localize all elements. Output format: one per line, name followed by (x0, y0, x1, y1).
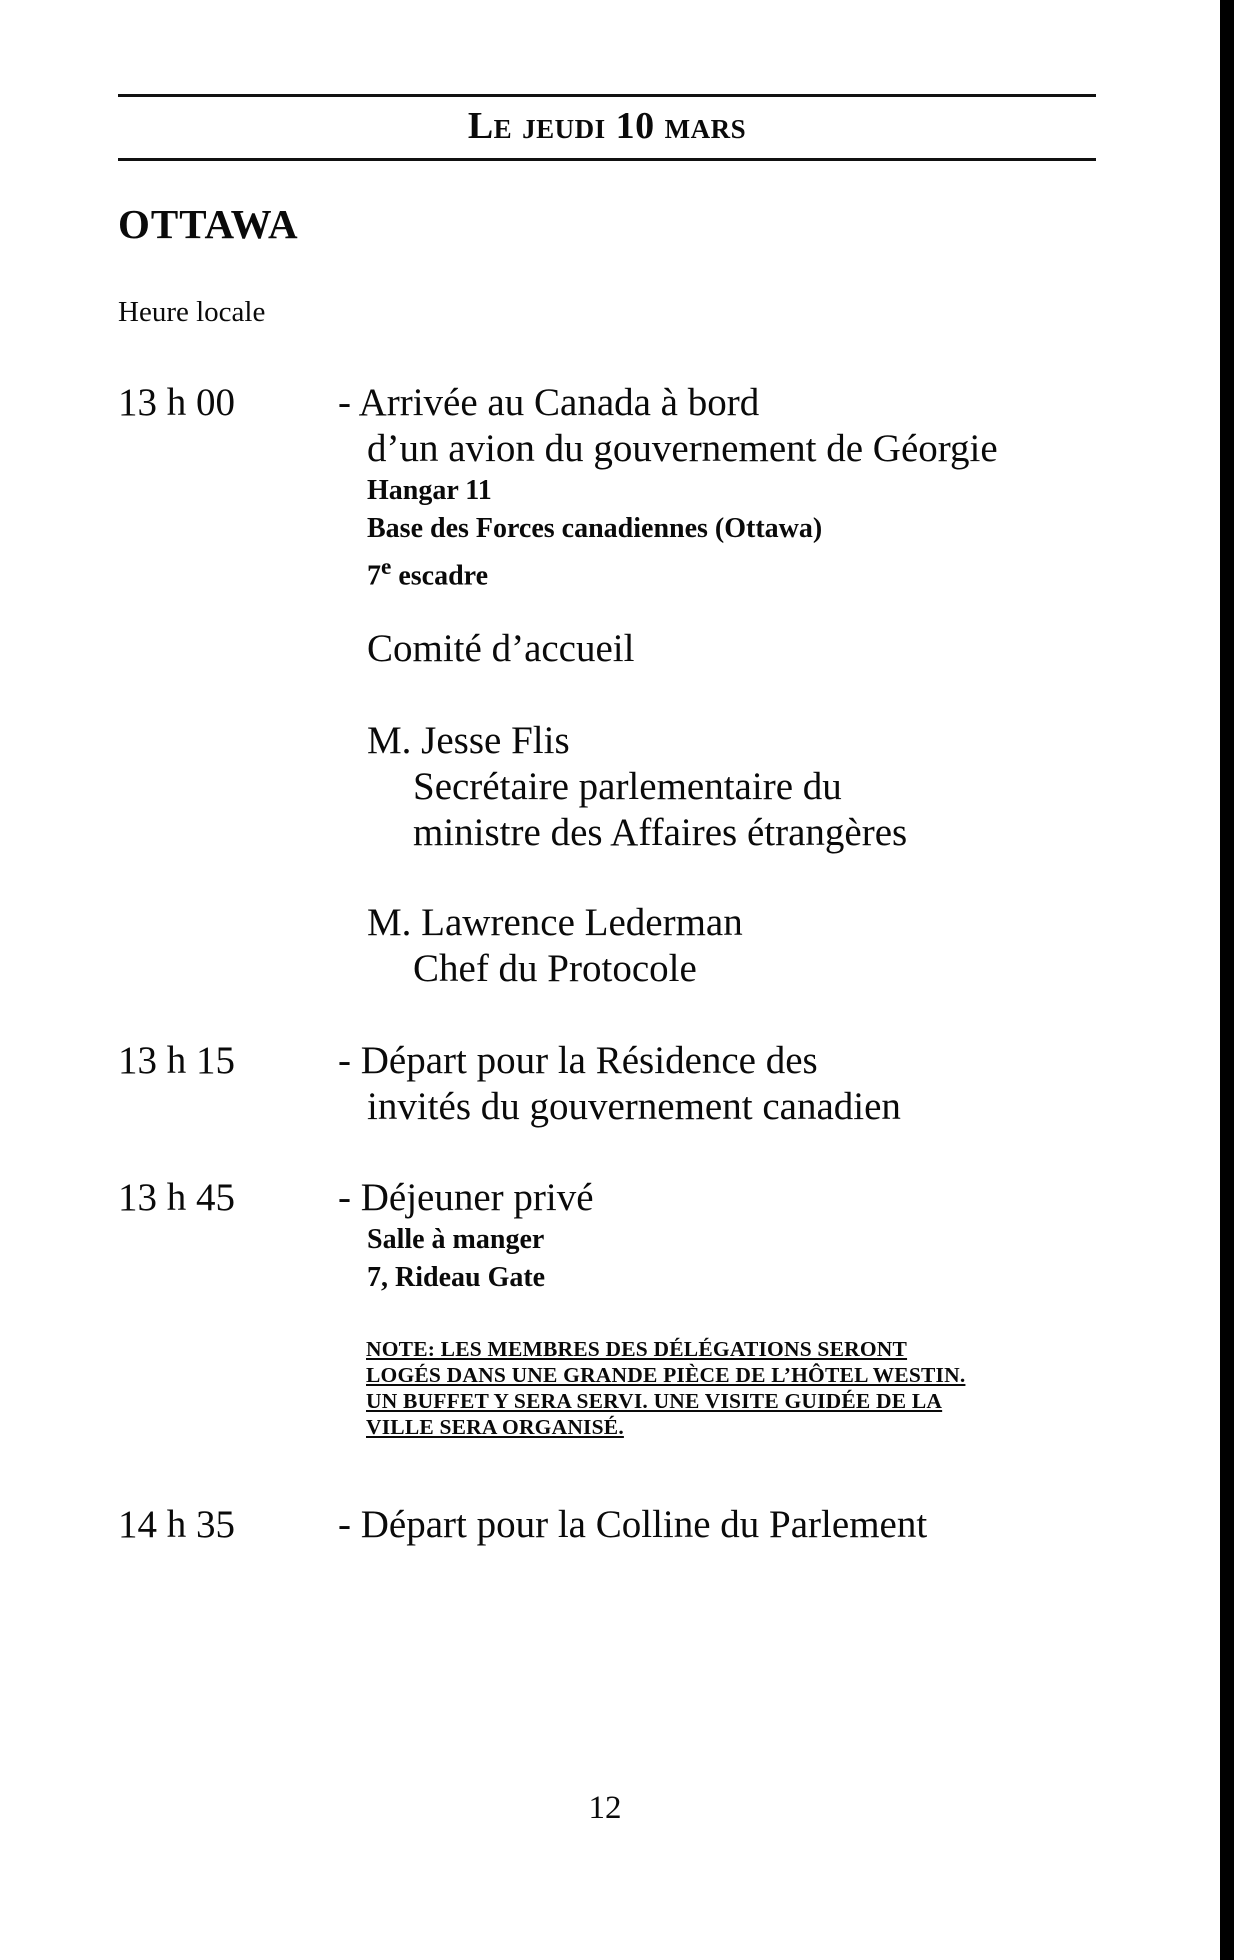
schedule-time: 14 h 35 (118, 1503, 235, 1546)
welcome-member (367, 900, 743, 992)
entry-title-line: - Départ pour la Résidence des (338, 1039, 818, 1082)
entry-detail: 7e escadre (367, 554, 489, 592)
entry-detail: 7, Rideau Gate (367, 1262, 546, 1293)
header-rule-bottom (118, 158, 1096, 161)
welcome-heading: Comité d’accueil (367, 627, 635, 670)
note-line: NOTE: LES MEMBRES DES DÉLÉGATIONS SERONT (366, 1337, 908, 1361)
member-role-line: Secrétaire parlementaire du (413, 765, 842, 808)
note-line: VILLE SERA ORGANISÉ. (366, 1415, 624, 1439)
welcome-member (367, 718, 907, 856)
member-name: M. Jesse Flis (367, 719, 570, 762)
delegation-note (366, 1336, 1086, 1440)
schedule-entry (338, 1175, 594, 1297)
member-role-line: Chef du Protocole (413, 947, 697, 990)
member-role-line: ministre des Affaires étrangères (413, 811, 908, 854)
page-title: Le jeudi 10 mars (467, 105, 747, 147)
entry-detail: Base des Forces canadiennes (Ottawa) (367, 513, 823, 544)
entry-title-line: - Déjeuner privé (338, 1176, 594, 1219)
page-number: 12 (588, 1790, 622, 1826)
schedule-entry (338, 1038, 901, 1130)
note-line: LOGÉS DANS UNE GRANDE PIÈCE DE L’HÔTEL WESTIN. (366, 1363, 966, 1387)
schedule-entry (338, 380, 998, 595)
schedule-time: 13 h 15 (118, 1039, 235, 1082)
note-line: UN BUFFET Y SERA SERVI. UNE VISITE GUIDÉE DE LA (366, 1389, 943, 1413)
time-zone-label: Heure locale (118, 296, 266, 328)
schedule-time: 13 h 00 (118, 381, 235, 424)
entry-title-line: invités du gouvernement canadien (367, 1085, 901, 1128)
entry-title-line: - Départ pour la Colline du Parlement (338, 1503, 928, 1546)
entry-detail: Salle à manger (367, 1224, 545, 1255)
entry-title-line: - Arrivée au Canada à bord (338, 381, 760, 424)
entry-detail: Hangar 11 (367, 475, 492, 506)
member-name: M. Lawrence Lederman (367, 901, 743, 944)
page-edge-bar (1220, 0, 1234, 1960)
schedule-entry (338, 1502, 927, 1548)
location-heading: OTTAWA (118, 201, 299, 247)
schedule-time: 13 h 45 (118, 1176, 235, 1219)
entry-title-line: d’un avion du gouvernement de Géorgie (367, 427, 998, 470)
header-rule-top (118, 94, 1096, 97)
